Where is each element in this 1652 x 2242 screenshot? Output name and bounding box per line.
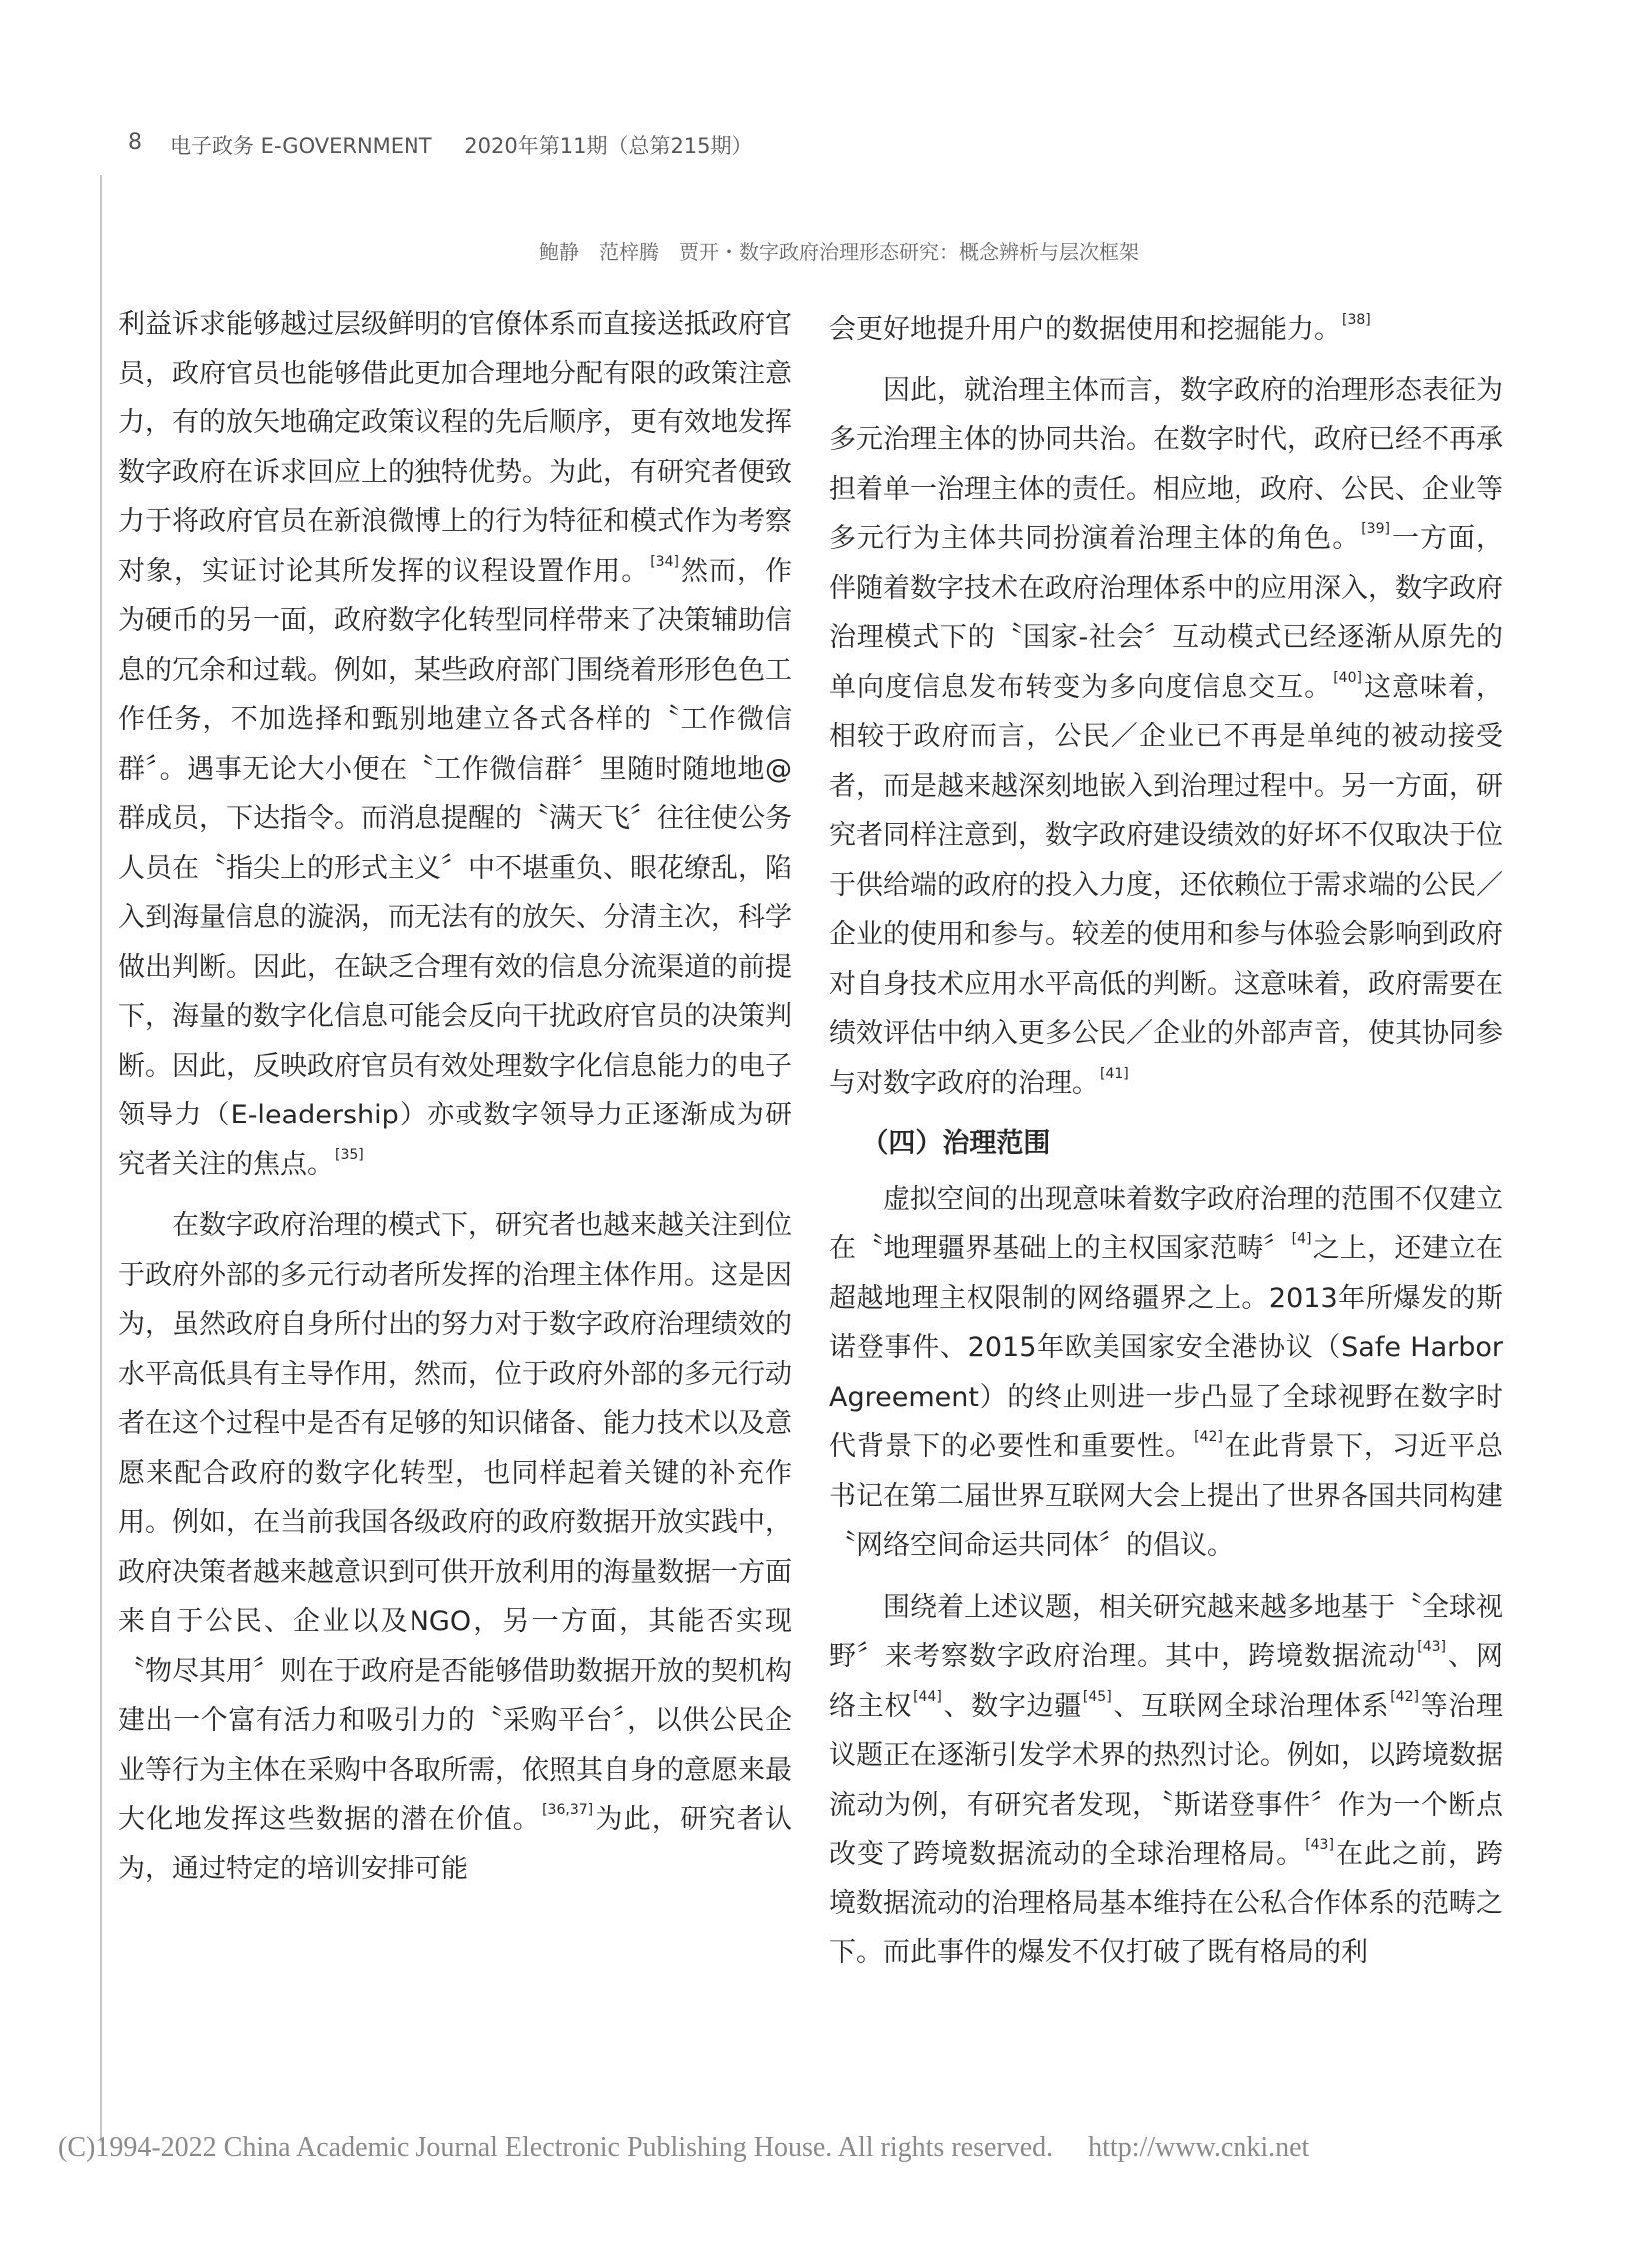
left-column xyxy=(118,300,792,1905)
citation[interactable]: [43] xyxy=(1417,1639,1446,1655)
citation[interactable]: [44] xyxy=(913,1688,942,1705)
paragraph: 因此，就治理主体而言，数字政府的治理形态表征为多元治理主体的协同共治。在数字时代，政府已经不再承担着单一治理主体的责任。相应地，政府、公民、企业等多元行为主体共同扮演着治理主体的角色。[39]一方面，伴随着数字技术在政府治理体系中的应用深入，数字政府治理模式下的〝国家-社会〞互动模式已经逐渐从原先的单向度信息发布转变为多向度信息交互。[40]这意味着，相较于政府而言，公民／企业已不再是单纯的被动接受者，而是越来越深刻地嵌入到治理过程中。另一方面，研究者同样注意到，数字政府建设绩效的好坏不仅取决于位于供给端的政府的投入力度，还依赖位于需求端的公民／企业的使用和参与。较差的使用和参与体验会影响到政府对自身技术应用水平高低的判断。这意味着，政府需要在绩效评估中纳入更多公民／企业的外部声音，使其协同参与对数字政府的治理。[41] xyxy=(829,374,1504,1099)
citation[interactable]: [34] xyxy=(650,553,679,570)
paragraph: 在数字政府治理的模式下，研究者也越来越关注到位于政府外部的多元行动者所发挥的治理主体作用。这是因为，虽然政府自身所付出的努力对于数字政府治理绩效的水平高低具有主导作用，然而，位于政府外部的多元行动者在这个过程中是否有足够的知识储备、能力技术以及意愿来配合政府的数字化转型，也同样起着关键的补充作用。例如，在当前我国各级政府的政府数据开放实践中，政府决策者越来越意识到可供开放利用的海量数据一方面来自于公民、企业以及NGO，另一方面，其能否实现〝物尽其用〞则在于政府是否能够借助数据开放的契机构建出一个富有活力和吸引力的〝采购平台〞，以供公民企业等行为主体在采购中各取所需，依照其自身的意愿来最大化地发挥这些数据的潜在价值。[36,37]为此，研究者认为，通过特定的培训安排可能 xyxy=(118,1210,793,1884)
citation[interactable]: [4] xyxy=(1291,1231,1312,1247)
citation[interactable]: [42] xyxy=(1194,1429,1223,1445)
citation[interactable]: [41] xyxy=(1100,1065,1129,1082)
journal-name: 电子政务 E-GOVERNMENT xyxy=(170,134,432,158)
margin-rule xyxy=(100,175,102,2142)
section-heading: （四）治理范围 xyxy=(861,1128,1051,1159)
citation[interactable]: [45] xyxy=(1082,1688,1112,1705)
citation[interactable]: [38] xyxy=(1342,312,1371,328)
citation[interactable]: [40] xyxy=(1333,669,1362,686)
paragraph: 虚拟空间的出现意味着数字政府治理的范围不仅建立在〝地理疆界基础上的主权国家范畴〞[4]之上，还建立在超越地理主权限制的网络疆界之上。2013年所爆发的斯诺登事件、2015年欧美国家安全港协议（Safe Harbor Agreement）的终止则进一步凸显了全球视野在数字时代背景下的必要性和重要性。[42]在此背景下，习近平总书记在第二届世界互联网大会上提出了世界各国共同构建〝网络空间命运共同体〞的倡议。 xyxy=(829,1183,1504,1561)
citation[interactable]: [42] xyxy=(1390,1688,1419,1705)
citation[interactable]: [35] xyxy=(335,1146,364,1163)
issue-info: 2020年第11期（总第215期） xyxy=(464,134,753,158)
paragraph: 利益诉求能够越过层级鲜明的官僚体系而直接送抵政府官员，政府官员也能够借此更加合理地分配有限的政策注意力，有的放矢地确定政策议程的先后顺序，更有效地发挥数字政府在诉求回应上的独特优势。为此，有研究者便致力于将政府官员在新浪微博上的行为特征和模式作为考察对象，实证讨论其所发挥的议程设置作用。[34]然而，作为硬币的另一面，政府数字化转型同样带来了决策辅助信息的冗余和过载。例如，某些政府部门围绕着形形色色工作任务，不加选择和甄别地建立各式各样的〝工作微信群〞。遇事无论大小便在〝工作微信群〞里随时随地地@群成员，下达指令。而消息提醒的〝满天飞〞往往使公务人员在〝指尖上的形式主义〞中不堪重负、眼花缭乱，陷入到海量信息的漩涡，而无法有的放矢、分清主次，科学做出判断。因此，在缺乏合理有效的信息分流渠道的前提下，海量的数字化信息可能会反向干扰政府官员的决策判断。因此，反映政府官员有效处理数字化信息能力的电子领导力（E-leadership）亦或数字领导力正逐渐成为研究者关注的焦点。[35] xyxy=(118,309,793,1180)
paragraph: 会更好地提升用户的数据使用和挖掘能力。[38] xyxy=(829,312,1371,345)
copyright-footer xyxy=(58,2132,1309,2164)
copyright-text: (C)1994-2022 China Academic Journal Electronic Publishing House. All rights reserved. xyxy=(58,2132,1054,2163)
paragraph: 围绕着上述议题，相关研究越来越多地基于〝全球视野〞来考察数字政府治理。其中，跨境数据流动[43]、网络主权[44]、数字边疆[45]、互联网全球治理体系[42]等治理议题正在逐渐引发学术界的热烈讨论。例如，以跨境数据流动为例，有研究者发现，〝斯诺登事件〞作为一个断点改变了跨境数据流动的全球治理格局。[43]在此之前，跨境数据流动的治理格局基本维持在公私合作体系的范畴之下。而此事件的爆发不仅打破了既有格局的利 xyxy=(829,1591,1504,1968)
citation[interactable]: [43] xyxy=(1305,1837,1334,1853)
citation[interactable]: [39] xyxy=(1361,521,1390,537)
running-title: 鲍静 范梓腾 贾开・数字政府治理形态研究：概念辨析与层次框架 xyxy=(539,240,1139,264)
journal-header xyxy=(170,130,779,160)
right-column xyxy=(829,305,1503,1990)
page-number: 8 xyxy=(128,130,142,155)
footer-url[interactable]: http://www.cnki.net xyxy=(1088,2132,1310,2163)
citation[interactable]: [36,37] xyxy=(542,1802,594,1818)
